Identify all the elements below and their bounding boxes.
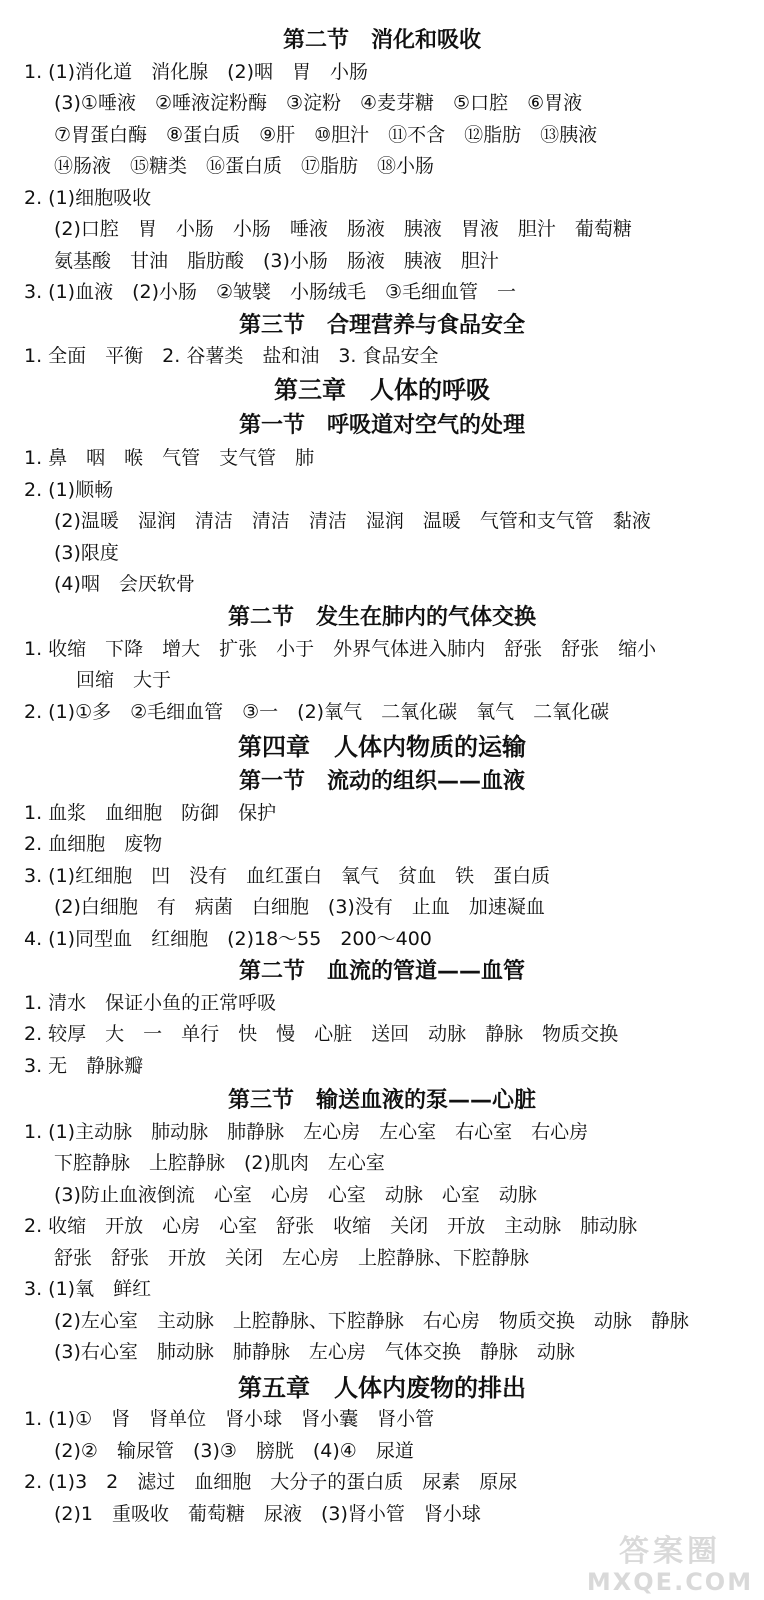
section-heading: 第二节 发生在肺内的气体交换	[227, 605, 536, 630]
answer-line: ⑦胃蛋白酶 ⑧蛋白质 ⑨肝 ⑩胆汁 ⑪不含 ⑫脂肪 ⑬胰液	[54, 124, 598, 146]
answer-line: ⑭肠液 ⑮糖类 ⑯蛋白质 ⑰脂肪 ⑱小肠	[54, 155, 435, 177]
answer-line: (3)右心室 肺动脉 肺静脉 左心房 气体交换 静脉 动脉	[54, 1341, 575, 1363]
answer-line: 3. (1)血液 (2)小肠 ②皱襞 小肠绒毛 ③毛细血管 一	[24, 281, 517, 303]
answer-line: 2. 收缩 开放 心房 心室 舒张 收缩 关闭 开放 主动脉 肺动脉	[24, 1215, 638, 1237]
section-heading: 第三节 输送血液的泵——心脏	[227, 1088, 536, 1113]
section-heading: 第三节 合理营养与食品安全	[238, 313, 525, 338]
chapter-heading: 第四章 人体内物质的运输	[238, 733, 526, 761]
answer-line: 2. 较厚 大 一 单行 快 慢 心脏 送回 动脉 静脉 物质交换	[24, 1023, 619, 1045]
answer-line: 2. (1)①多 ②毛细血管 ③一 (2)氧气 二氧化碳 氧气 二氧化碳	[24, 701, 610, 723]
answer-line: (2)② 输尿管 (3)③ 膀胱 (4)④ 尿道	[54, 1440, 414, 1462]
answer-line: 3. 无 静脉瓣	[24, 1055, 144, 1077]
answer-line: 1. (1)① 肾 肾单位 肾小球 肾小囊 肾小管	[24, 1408, 435, 1430]
answer-line: 1. 全面 平衡 2. 谷薯类 盐和油 3. 食品安全	[24, 345, 439, 367]
answer-line: 回缩 大于	[76, 669, 172, 691]
answer-line: (4)咽 会厌软骨	[54, 573, 195, 595]
answer-line: 1. 血浆 血细胞 防御 保护	[24, 802, 277, 824]
answer-line: 2. 血细胞 废物	[24, 833, 163, 855]
answer-line: 氨基酸 甘油 脂肪酸 (3)小肠 肠液 胰液 胆汁	[54, 250, 499, 272]
answer-line: 1. 鼻 咽 喉 气管 支气管 肺	[24, 447, 315, 469]
answer-line: 4. (1)同型血 红细胞 (2)18～55 200～400	[24, 928, 432, 950]
answer-line: 1. (1)消化道 消化腺 (2)咽 胃 小肠	[24, 61, 368, 83]
answer-line: 2. (1)3 2 滤过 血细胞 大分子的蛋白质 尿素 原尿	[24, 1471, 518, 1493]
answer-line: 1. (1)主动脉 肺动脉 肺静脉 左心房 左心室 右心室 右心房	[24, 1121, 589, 1143]
answer-line: 下腔静脉 上腔静脉 (2)肌肉 左心室	[54, 1152, 385, 1174]
answer-line: (2)1 重吸收 葡萄糖 尿液 (3)肾小管 肾小球	[54, 1503, 481, 1525]
answer-line: (3)限度	[54, 542, 119, 564]
section-heading: 第二节 血流的管道——血管	[238, 959, 525, 984]
watermark-logo-text: 答案圈	[619, 1534, 721, 1569]
watermark-logo	[580, 1526, 760, 1598]
answer-line: 2. (1)顺畅	[24, 479, 114, 501]
answer-line: (2)左心室 主动脉 上腔静脉、下腔静脉 右心房 物质交换 动脉 静脉	[54, 1310, 689, 1332]
answer-line: (3)①唾液 ②唾液淀粉酶 ③淀粉 ④麦芽糖 ⑤口腔 ⑥胃液	[54, 92, 583, 114]
answer-line: 舒张 舒张 开放 关闭 左心房 上腔静脉、下腔静脉	[54, 1247, 530, 1269]
answer-line: 1. 清水 保证小鱼的正常呼吸	[24, 992, 277, 1014]
answer-line: 3. (1)氧 鲜红	[24, 1278, 152, 1300]
answer-line: 3. (1)红细胞 凹 没有 血红蛋白 氧气 贫血 铁 蛋白质	[24, 865, 551, 887]
answer-line: (3)防止血液倒流 心室 心房 心室 动脉 心室 动脉	[54, 1184, 537, 1206]
chapter-heading: 第三章 人体的呼吸	[274, 376, 490, 404]
section-heading: 第二节 消化和吸收	[282, 28, 481, 53]
watermark-url-text: MXQE.COM	[586, 1568, 754, 1596]
answer-line: 2. (1)细胞吸收	[24, 187, 152, 209]
section-heading: 第一节 流动的组织——血液	[238, 769, 525, 794]
chapter-heading: 第五章 人体内废物的排出	[238, 1374, 526, 1402]
answer-line: (2)白细胞 有 病菌 白细胞 (3)没有 止血 加速凝血	[54, 896, 545, 918]
answer-line: (2)口腔 胃 小肠 小肠 唾液 肠液 胰液 胃液 胆汁 葡萄糖	[54, 218, 632, 240]
section-heading: 第一节 呼吸道对空气的处理	[238, 413, 525, 438]
answer-line: (2)温暖 湿润 清洁 清洁 清洁 湿润 温暖 气管和支气管 黏液	[54, 510, 651, 532]
answer-line: 1. 收缩 下降 增大 扩张 小于 外界气体进入肺内 舒张 舒张 缩小	[24, 638, 657, 660]
